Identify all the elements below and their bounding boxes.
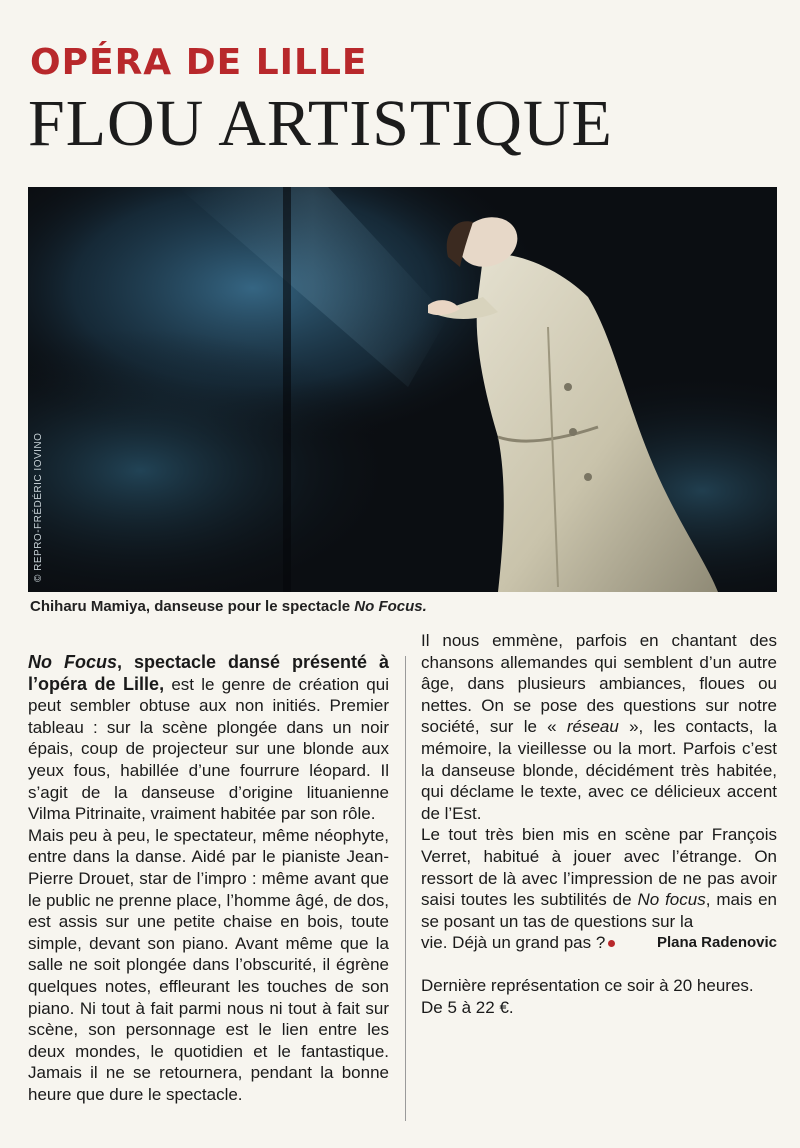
paragraph-3-italic: réseau: [566, 717, 619, 737]
article-paragraph: [421, 824, 777, 932]
author-name: Plana Radenovic: [656, 934, 777, 952]
lead-show-title: No Focus: [28, 652, 117, 672]
lead-text: , spectacle dansé présenté à l’opéra de Lille,: [28, 652, 389, 694]
end-mark-icon: [608, 940, 615, 947]
practical-info-line-2: De 5 à 22 €.: [421, 997, 514, 1017]
column-divider: [405, 656, 406, 1121]
paragraph-2-text: Mais peu à peu, le spectateur, même néophyte, entre dans la danse. Aidé par le pianiste Jean-Pierre Drouet, star de l’impro : même avant que le public ne prenne place, l’homme âgé, de dos, est assis sur une petite chaise en bois, toute simple, devant son piano. Avant même que la salle ne soit plongée dans l’obscurité, il égrène quelques notes, effleurant les touches de son piano. Ni tout à fait parmi nous ni tout à fait sur scène, son personnage est le lien entre les deux mondes, le quotidien et le fantastique. Jamais il ne se retournera, pendant la bonne heure que dure le spectacle.: [28, 825, 390, 1104]
practical-info-line-1: Dernière représentation ce soir à 20 heures.: [421, 975, 754, 995]
paragraph-4-last-line: vie. Déjà un grand pas ?: [421, 933, 606, 953]
photo-caption: [30, 598, 427, 615]
paragraph-3-text-end: », les contacts, la mémoire, la vieillesse ou la mort. Parfois c’est la danseuse blonde, décidément très habitée, qui déclame le texte, avec ce délicieux accent de l’Est.: [421, 717, 777, 823]
section-kicker: OPÉRA DE LILLE: [30, 42, 368, 83]
article-photo: [28, 187, 777, 592]
photo-credit: © REPRO-FRÉDÉRIC IOVINO: [33, 432, 44, 582]
article-paragraph: [421, 630, 777, 824]
signature-line: [421, 932, 777, 954]
paragraph-4-italic: No focus: [637, 890, 706, 910]
article-headline: FLOU ARTISTIQUE: [28, 87, 613, 160]
article-paragraph: [28, 652, 389, 825]
practical-info: [421, 975, 777, 1018]
article-column-right: [421, 631, 777, 1018]
spacer: [421, 954, 777, 975]
caption-show-title: No Focus.: [354, 598, 427, 615]
paragraph-4-text-start: Le tout très bien mis en scène par François Verret, habitué à jouer avec l’étrange. On ressort de là avec l’impression de ne pas avoir saisi toutes les subtilités de: [421, 825, 777, 910]
article-column-left: [28, 652, 389, 1105]
article-paragraph: [28, 825, 389, 1106]
dancer-photo-illustration: [28, 187, 777, 592]
paragraph-1-text: est le genre de création qui peut sembler obtuse aux non initiés. Premier tableau : sur la scène plongée dans un noir épais, coup de projecteur sur une blonde aux yeux fous, habillée d’une fourrure léopard. Il s’agit de la danseuse d’origine lituanienne Vilma Pitrinaite, vraiment habitée par son rôle.: [28, 674, 389, 824]
caption-text: Chiharu Mamiya, danseuse pour le spectacle: [30, 598, 351, 615]
paragraph-3-text-start: Il nous emmène, parfois en chantant des chansons allemandes qui semblent d’un autre âge, dans plusieurs ambiances, floues ou nettes. On se pose des questions sur notre société, sur le «: [421, 631, 777, 737]
paragraph-4-text-end: , mais en se posant un tas de questions sur la: [421, 890, 777, 931]
